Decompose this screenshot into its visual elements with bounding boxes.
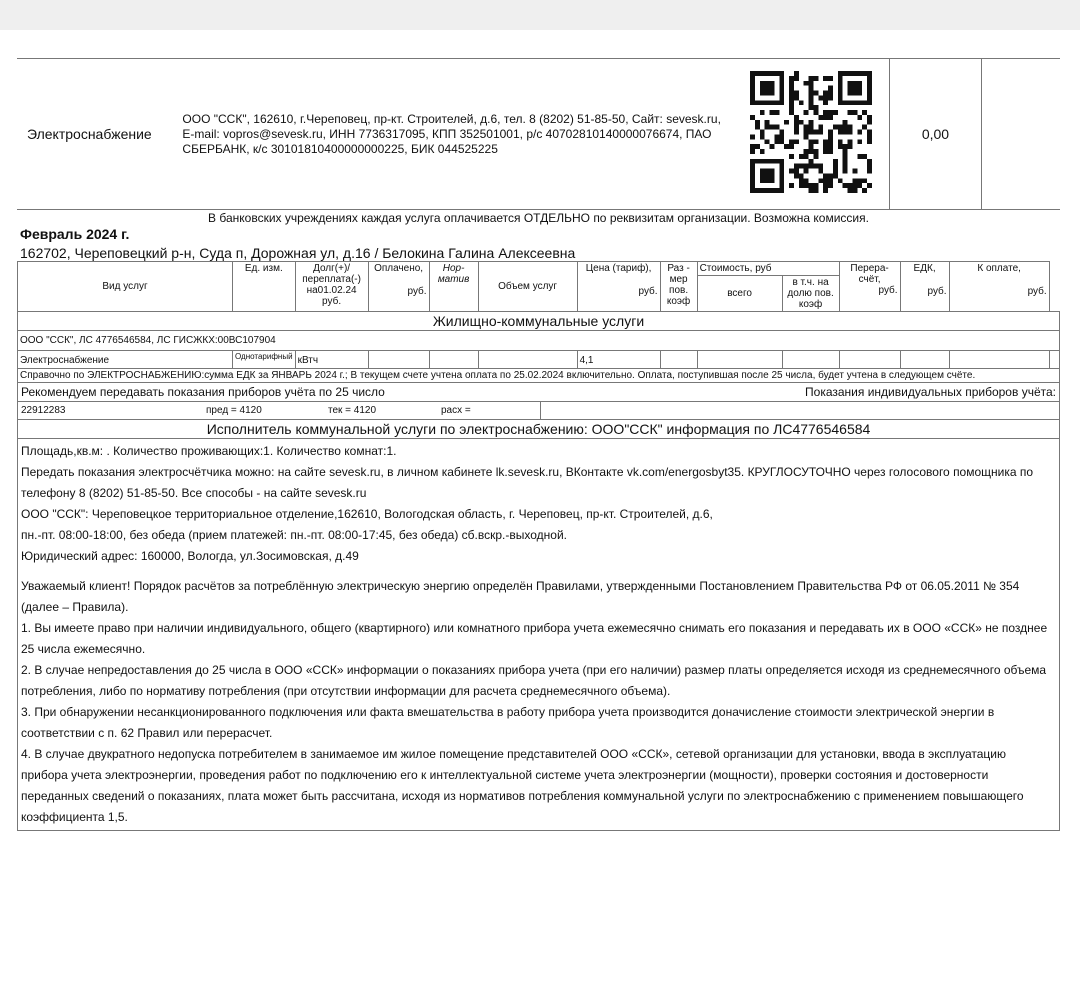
col-recalc-unit: руб. xyxy=(878,285,898,296)
col-recalc-label: Перера- счёт, xyxy=(850,263,889,285)
col-recalc xyxy=(839,262,900,312)
col-topay xyxy=(949,262,1049,312)
reading-divider xyxy=(540,402,541,419)
executor-title: Исполнитель коммунальной услуги по электроснабжению: ООО"ССК" информация по ЛС4776546584 xyxy=(17,420,1060,439)
qr-code-icon xyxy=(750,71,872,193)
col-edk-label: ЕДК, xyxy=(913,263,936,274)
row-recalc xyxy=(839,351,900,369)
col-unit: Ед. изм. xyxy=(233,262,296,312)
col-paid xyxy=(368,262,429,312)
row-edk xyxy=(900,351,949,369)
top-bar xyxy=(0,0,1080,30)
spacer xyxy=(21,567,1056,576)
qr-code xyxy=(733,59,890,210)
info-line-1: Площадь,кв.м: . Количество проживающих:1. Количество комнат:1. xyxy=(21,444,397,458)
col-topay-label: К оплате, xyxy=(977,263,1021,274)
payment-header xyxy=(17,58,1060,210)
info-line-2: Передать показания электросчётчика можно: на сайте sevesk.ru, в личном кабинете lk.sevesk.ru, ВКонтакте vk.com/energosbyt35. КРУГЛОСУТОЧНО через голосового помощника по телефону 8 (8202) 51-85-50. Все способы - на сайте sevesk.ru xyxy=(21,465,1034,500)
row-paid xyxy=(368,351,429,369)
row-volume xyxy=(478,351,577,369)
col-edk-unit: руб. xyxy=(927,286,947,297)
section-title: Жилищно-коммунальные услуги xyxy=(18,312,1060,331)
row-price: 4,1 xyxy=(577,351,660,369)
empty-cell xyxy=(981,59,1060,210)
info-line-4: пн.-пт. 08:00-18:00, без обеда (прием платежей: пн.-пт. 08:00-17:45, без обеда) сб.вскр.-выходной. xyxy=(21,528,567,542)
col-paid-label: Оплачено, xyxy=(374,263,424,274)
info-para-3: 2. В случае непредоставления до 25 числа в ООО «ССК» информации о показаниях прибора учета (при его наличии) размер платы определяется исходя из среднемесячного объема потребления, либо по нормативу потребления (при отсутствии информации для расчета среднемесячного объема). xyxy=(21,663,1047,698)
col-cost-share: в т.ч. на долю пов. коэф xyxy=(782,276,839,312)
row-service xyxy=(18,351,233,369)
info-para-2: 1. Вы имеете право при наличии индивидуального, общего (квартирного) или комнатного прибора учета ежемесячно снимать его показания и передавать их в ООО «ССК» не позднее 25 числа ежемесячно. xyxy=(21,621,1048,656)
col-topay-unit: руб. xyxy=(1027,286,1047,297)
col-debt xyxy=(295,262,368,312)
col-price xyxy=(577,262,660,312)
col-price-label: Цена (тариф), xyxy=(585,263,652,274)
col-edk xyxy=(900,262,949,312)
invoice-document xyxy=(17,58,1060,831)
meter-number: 22912283 xyxy=(21,405,66,416)
meter-curr: тек = 4120 xyxy=(328,405,377,416)
row-norm xyxy=(429,351,478,369)
row-coef xyxy=(660,351,697,369)
info-para-1: Уважаемый клиент! Порядок расчётов за потреблённую электрическую энергию определён Правилами, утвержденными Постановлением Правительства РФ от 06.05.2011 № 354 (далее – Правила). xyxy=(21,579,1020,614)
col-paid-unit: руб. xyxy=(407,286,427,297)
services-table xyxy=(17,261,1060,383)
col-cost: Стоимость, руб xyxy=(697,262,839,276)
col-debt-label: Долг(+)/ переплата(-) на01.02.24 xyxy=(302,263,361,296)
col-price-unit: руб. xyxy=(638,286,658,297)
meter-readings-label: Показания индивидуальных приборов учёта: xyxy=(805,385,1056,399)
row-unit: кВтч xyxy=(295,351,368,369)
meter-recommendation: Рекомендуем передавать показания приборов учёта по 25 число xyxy=(21,385,385,399)
bank-note: В банковских учреждениях каждая услуга оплачивается ОТДЕЛЬНО по реквизитам организации. Возможна комиссия. xyxy=(208,211,869,225)
row-cost-total xyxy=(697,351,782,369)
period-title: Февраль 2024 г. xyxy=(20,226,130,242)
account-info xyxy=(17,439,1060,831)
info-para-4: 3. При обнаружении несанкционированного подключения или факта вмешательства в работу прибора учета производится доначисление стоимости электрической энергии в соответствии с п. 62 Правил или перерасчет. xyxy=(21,705,995,740)
org-requisites: ООО "ССК", 162610, г.Череповец, пр-кт. Строителей, д.6, тел. 8 (8202) 51-85-50, Сайт: sevesk.ru, E-mail: vopros@sevesk.ru, ИНН 7736317095, КПП 352501001, р/с 40702810140000076674, ПАО СБЕРБАНК, к/с 30101810400000000225, БИК 044525225 xyxy=(182,111,721,156)
row-extra xyxy=(1049,351,1059,369)
row-tariff: Однотарифный xyxy=(233,351,296,369)
row-service-label: Электроснабжение xyxy=(20,355,110,366)
meter-reading-row xyxy=(17,402,1060,420)
amount-due: 0,00 xyxy=(890,59,982,210)
meter-recommendation-row xyxy=(17,383,1060,402)
col-cost-total: всего xyxy=(697,276,782,312)
col-norm: Нор- матив xyxy=(429,262,478,312)
payer-address: 162702, Череповецкий р-н, Суда п, Дорожная ул, д.16 / Белокина Галина Алексеевна xyxy=(20,245,576,261)
service-name: Электроснабжение xyxy=(27,126,152,142)
org-account-line: ООО "ССК", ЛС 4776546584, ЛС ГИСЖКХ:00ВС107904 xyxy=(18,331,1060,351)
row-topay xyxy=(949,351,1049,369)
info-line-5: Юридический адрес: 160000, Вологда, ул.Зосимовская, д.49 xyxy=(21,549,359,563)
info-line-3: ООО "ССК": Череповецкое территориальное отделение,162610, Вологодская область, г. Череповец, пр-кт. Строителей, д.6, xyxy=(21,507,713,521)
reference-note: Справочно по ЭЛЕКТРОСНАБЖЕНИЮ:сумма ЕДК за ЯНВАРЬ 2024 г.; В текущем счете учтена оплата по 25.02.2024 включительно. Оплата, поступившая после 25 числа, будет учтена в следующем счёте. xyxy=(18,369,1060,383)
col-volume: Объем услуг xyxy=(478,262,577,312)
meter-cons: расх = xyxy=(441,405,471,416)
info-para-5: 4. В случае двукратного недопуска потребителем в занимаемое им жилое помещение представителей ООО «ССК», сетевой организации для установки, ввода в эксплуатацию прибора учета электроэнергии, проведения работ по подключению его к интеллектуальной системе учета электроэнергии (мощности), проверки состояния и достоверности переданных сведений о показаниях, плата может быть рассчитана, исходя из нормативов потребления коммунальной услуги по электроснабжению с применением повышающего коэффициента 1,5. xyxy=(21,747,1024,824)
col-coef: Раз - мер пов. коэф xyxy=(660,262,697,312)
col-service: Вид услуг xyxy=(18,262,233,312)
col-debt-unit: руб. xyxy=(322,296,342,307)
meter-prev: пред = 4120 xyxy=(206,405,262,416)
row-cost-share xyxy=(782,351,839,369)
